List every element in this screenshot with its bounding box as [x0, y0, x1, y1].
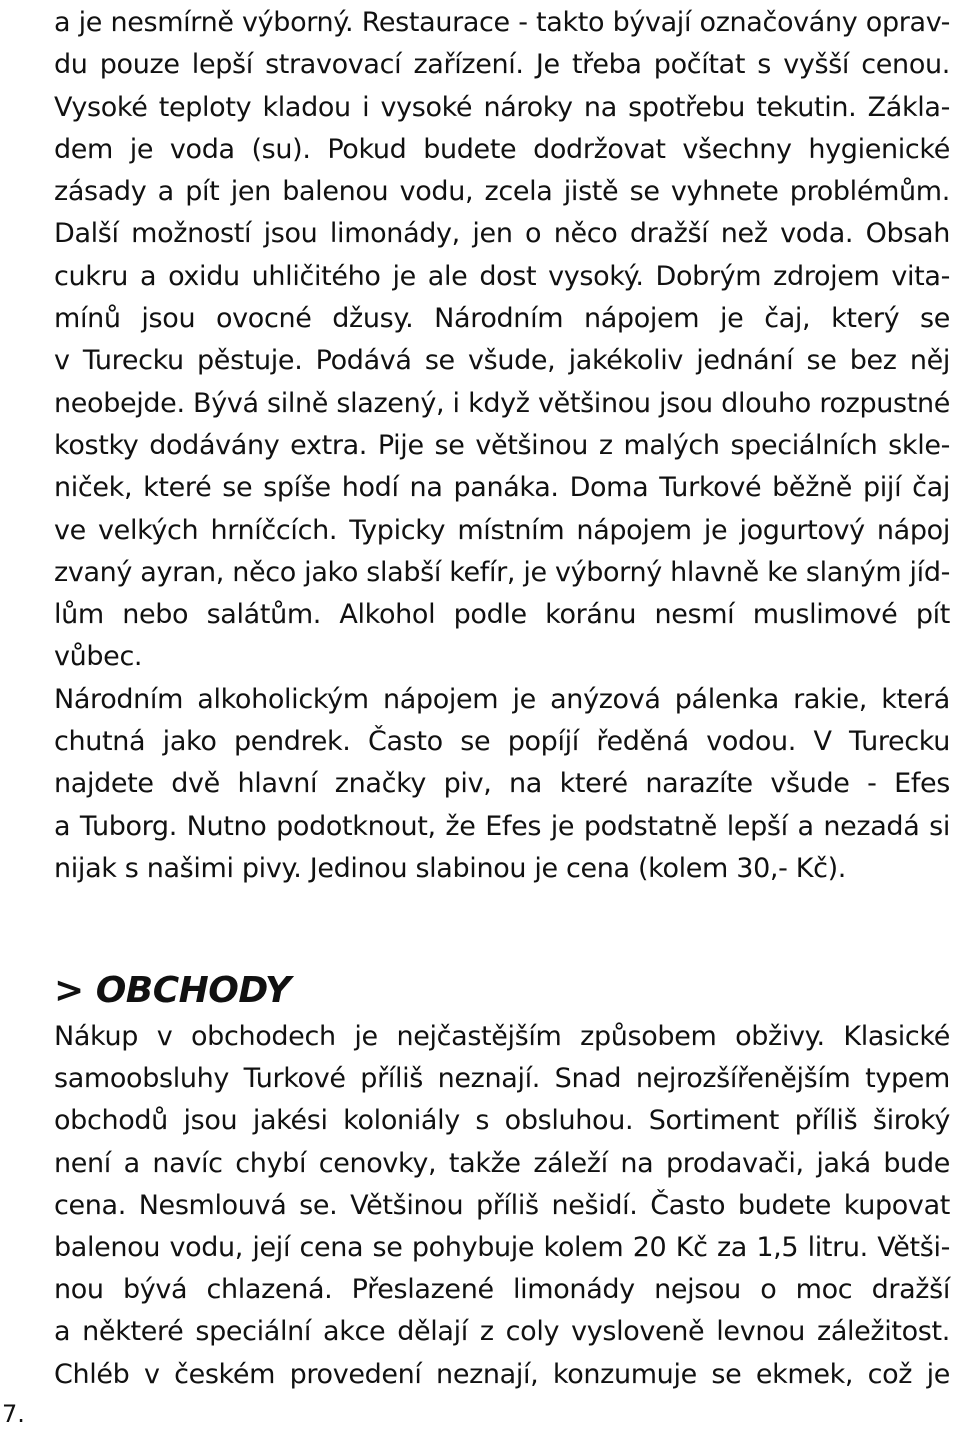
text-line: nou bývá chlazená. Přeslazené limonády nejsou o moc dražší	[54, 1274, 950, 1306]
text-line: cena. Nesmlouvá se. Většinou příliš nešidí. Často budete kupovat	[54, 1189, 950, 1221]
text-line: du pouze lepší stravovací zařízení. Je třeba počítat s vyšší cenou.	[54, 49, 950, 81]
text-line: Další možností jsou limonády, jen o něco dražší než voda. Obsah	[54, 218, 950, 250]
body-text-shops	[54, 1016, 950, 1396]
text-line: ve velkých hrníčcích. Typicky místním nápojem je jogurtový nápoj	[54, 514, 950, 546]
text-line: chutná jako pendrek. Často se popíjí ředěná vodou. V Turecku	[54, 726, 950, 758]
text-line: najdete dvě hlavní značky piv, na které narazíte všude - Efes	[54, 768, 950, 800]
text-line: dem je voda (su). Pokud budete dodržovat všechny hygienické	[54, 133, 950, 165]
page-number: 7.	[2, 1400, 25, 1428]
text-line: lům nebo salátům. Alkohol podle koránu nesmí muslimové pít	[54, 599, 950, 631]
text-line: Nákup v obchodech je nejčastějším způsobem obživy. Klasické	[54, 1021, 950, 1052]
text-line: Chléb v českém provedení neznají, konzumuje se ekmek, což je	[54, 1358, 950, 1390]
text-line: zvaný ayran, něco jako slabší kefír, je výborný hlavně ke slaným jíd-	[54, 556, 951, 588]
text-line: Národním alkoholickým nápojem je anýzová pálenka rakie, která	[54, 683, 950, 715]
text-line: vůbec.	[54, 641, 143, 673]
section-heading: > OBCHODY	[54, 970, 291, 1011]
text-line: samoobsluhy Turkové příliš neznají. Snad nejrozšířenějším typem	[54, 1063, 950, 1095]
text-line: niček, které se spíše hodí na panáka. Doma Turkové běžně pijí čaj	[54, 472, 950, 504]
text-line: mínů jsou ovocné džusy. Národním nápojem je čaj, který se	[54, 303, 950, 335]
text-line: a některé speciální akce dělají z coly vysloveně levnou záležitost.	[54, 1316, 950, 1348]
text-line: v Turecku pěstuje. Podává se všude, jakékoliv jednání se bez něj	[54, 345, 950, 377]
text-line: a Tuborg. Nutno podotknout, že Efes je podstatně lepší a nezadá si	[54, 810, 950, 842]
text-line: kostky dodávány extra. Pije se většinou z malých speciálních skle-	[54, 429, 950, 461]
text-line: balenou vodu, její cena se pohybuje kolem 20 Kč za 1,5 litru. Větši-	[54, 1231, 950, 1263]
text-line: Vysoké teploty kladou i vysoké nároky na spotřebu tekutin. Zákla-	[54, 91, 950, 123]
body-text-drinks	[54, 2, 950, 890]
text-line: nijak s našimi pivy. Jedinou slabinou je cena (kolem 30,- Kč).	[54, 852, 847, 884]
text-line: cukru a oxidu uhličitého je ale dost vysoký. Dobrým zdrojem vita-	[54, 260, 950, 292]
text-line: a je nesmírně výborný. Restaurace - takto bývají označovány oprav-	[54, 7, 950, 38]
text-line: zásady a pít jen balenou vodu, zcela jistě se vyhnete problémům.	[54, 176, 950, 208]
text-line: není a navíc chybí cenovky, takže záleží na prodavači, jaká bude	[54, 1147, 950, 1179]
text-line: obchodů jsou jakési koloniály s obsluhou. Sortiment příliš široký	[54, 1105, 950, 1137]
text-line: neobejde. Bývá silně slazený, i když většinou jsou dlouho rozpustné	[54, 387, 950, 419]
